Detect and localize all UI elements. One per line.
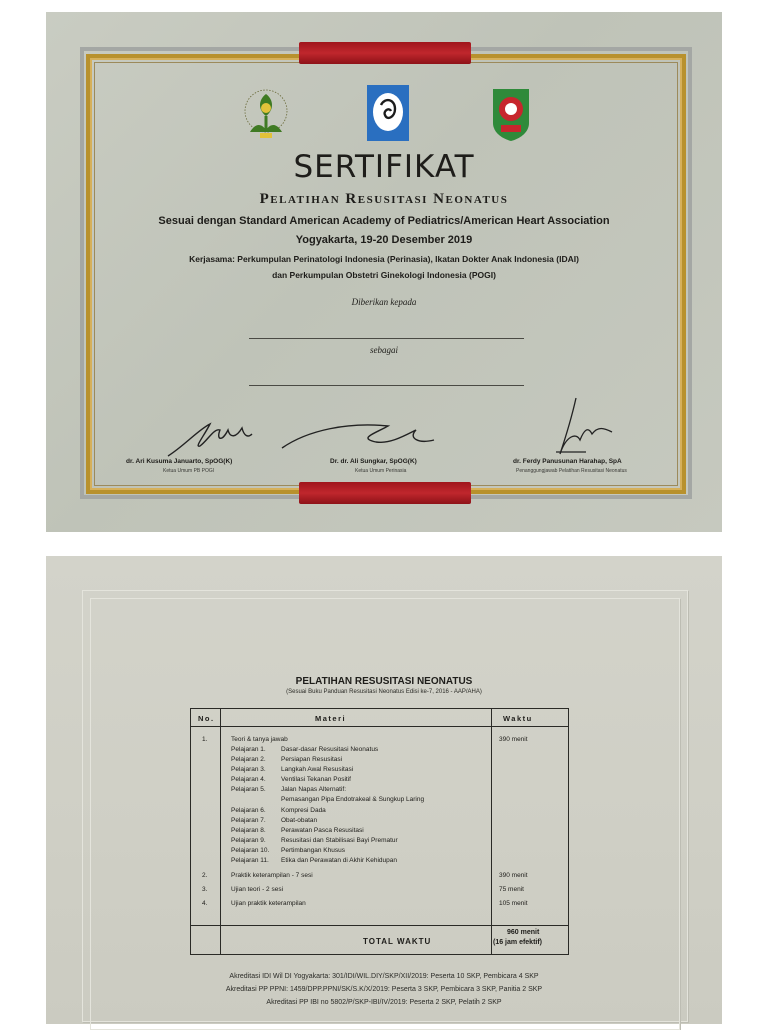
lesson-text: Dasar-dasar Resusitasi Neonatus (281, 746, 379, 753)
accreditation-line: Akreditasi PP IBI no 5802/P/SKP-IBI/IV/2019: Peserta 2 SKP, Pelatih 2 SKP (266, 999, 502, 1006)
row4-waktu: 105 menit (499, 900, 528, 907)
lesson-text: Etika dan Perawatan di Akhir Kehidupan (281, 857, 397, 864)
signature-1 (164, 416, 254, 460)
as-label: sebagai (370, 345, 398, 355)
signatory-3-name: dr. Ferdy Panusunan Harahap, SpA (513, 458, 622, 465)
ribbon-bottom (299, 482, 471, 504)
signatory-3-role: Penanggungjawab Pelatihan Resusitasi Neonatus (516, 468, 627, 474)
lesson-label: Pelajaran 10. (231, 847, 270, 854)
row3-materi: Ujian teori - 2 sesi (231, 886, 284, 893)
idai-logo (236, 84, 296, 144)
total-divider (191, 925, 568, 926)
lesson-text: Ventilasi Tekanan Positif (281, 776, 351, 783)
row1-main: Teori & tanya jawab (231, 736, 288, 743)
row3-waktu: 75 menit (499, 886, 524, 893)
perinasia-logo (367, 85, 409, 141)
accreditation-line: Akreditasi PP PPNI: 1459/DPP.PPNI/SK/S.K/X/2019: Peserta 3 SKP, Pembicara 3 SKP, Panitia 2 SKP (225, 986, 543, 993)
pogi-logo (489, 85, 533, 143)
role-line (249, 385, 524, 386)
row2-materi: Praktik keterampilan - 7 sesi (231, 872, 313, 879)
back-subtitle: (Sesuai Buku Panduan Resusitasi Neonatus Edisi ke-7, 2016 - AAP/AHA) (286, 689, 482, 695)
lesson-text: Jalan Napas Alternatif: (281, 786, 347, 793)
lesson-label: Pelajaran 1. (231, 746, 266, 753)
row2-waktu: 390 menit (499, 872, 528, 879)
row4-no: 4. (202, 900, 208, 907)
certificate-cooperation-line2: dan Perkumpulan Obstetri Ginekologi Indonesia (POGI) (272, 270, 496, 280)
certificate-back (46, 556, 722, 1024)
lesson-label: Pelajaran 4. (231, 776, 266, 783)
lesson-label: Pelajaran 11. (231, 857, 269, 864)
row2-no: 2. (202, 872, 208, 879)
header-divider (191, 726, 568, 727)
certificate-standard: Sesuai dengan Standard American Academy of Pediatrics/American Heart Association (158, 215, 610, 227)
total-value: 960 menit (507, 929, 540, 936)
lesson-text: Langkah Awal Resusitasi (281, 766, 354, 773)
back-title: PELATIHAN RESUSITASI NEONATUS (295, 676, 473, 687)
row1-time: 390 menit (499, 736, 528, 743)
certificate-title: SERTIFIKAT (293, 149, 475, 185)
accreditation-line: Akreditasi IDI Wil DI Yogyakarta: 301/IDI/WIL.DIY/SKP/XII/2019: Peserta 10 SKP, Pembicara 4 SKP (229, 973, 539, 980)
signatory-1-role: Ketua Umum PB POGI (163, 468, 215, 474)
signature-2 (278, 414, 438, 454)
row1-no: 1. (202, 736, 208, 743)
signatory-2-name: Dr. dr. Ali Sungkar, SpOG(K) (330, 458, 417, 465)
lesson-text: Perawatan Pasca Resusitasi (281, 827, 364, 834)
header-materi: Materi (315, 714, 347, 723)
signatory-1-name: dr. Ari Kusuma Januarto, SpOG(K) (126, 458, 233, 465)
certificate-subtitle: Pelatihan Resusitasi Neonatus (259, 191, 509, 207)
given-to-label: Diberikan kepada (351, 297, 417, 307)
certificate-cooperation-line1: Kerjasama: Perkumpulan Perinatologi Indonesia (Perinasia), Ikatan Dokter Anak Indonesia (IDAI) (189, 254, 579, 264)
lesson-label: Pelajaran 2. (231, 756, 266, 763)
recipient-line (249, 338, 524, 339)
row3-no: 3. (202, 886, 208, 893)
total-note: (16 jam efektif) (493, 939, 543, 946)
col-divider-1 (220, 709, 221, 954)
lesson-text: Persiapan Resusitasi (281, 756, 343, 763)
lesson-label: Pelajaran 9. (231, 837, 266, 844)
lesson-text: Resusitasi dan Stabilisasi Bayi Prematur (281, 837, 398, 844)
ribbon-top (299, 42, 471, 64)
lesson-label: Pelajaran 6. (231, 807, 266, 814)
header-waktu: Waktu (503, 714, 533, 723)
lesson-text: Pertimbangan Khusus (281, 847, 345, 854)
lesson-label: Pelajaran 3. (231, 766, 266, 773)
lesson-label: Pelajaran 5. (231, 786, 266, 793)
signatory-2-role: Ketua Umum Perinasia (355, 468, 407, 474)
lesson-text: Kompresi Dada (281, 807, 326, 814)
certificate-front (46, 12, 722, 532)
certificate-place-date: Yogyakarta, 19-20 Desember 2019 (295, 234, 473, 246)
lesson-text: Pemasangan Pipa Endotrakeal & Sungkup Laring (281, 796, 425, 803)
signature-3 (546, 396, 616, 458)
lesson-text: Obat-obatan (281, 817, 318, 824)
curriculum-table (190, 708, 569, 955)
total-label: TOTAL WAKTU (363, 937, 432, 946)
row4-materi: Ujian praktik keterampilan (231, 900, 306, 907)
lesson-label: Pelajaran 8. (231, 827, 266, 834)
col-divider-2 (491, 709, 492, 954)
lesson-label: Pelajaran 7. (231, 817, 266, 824)
header-no: No. (198, 714, 215, 723)
